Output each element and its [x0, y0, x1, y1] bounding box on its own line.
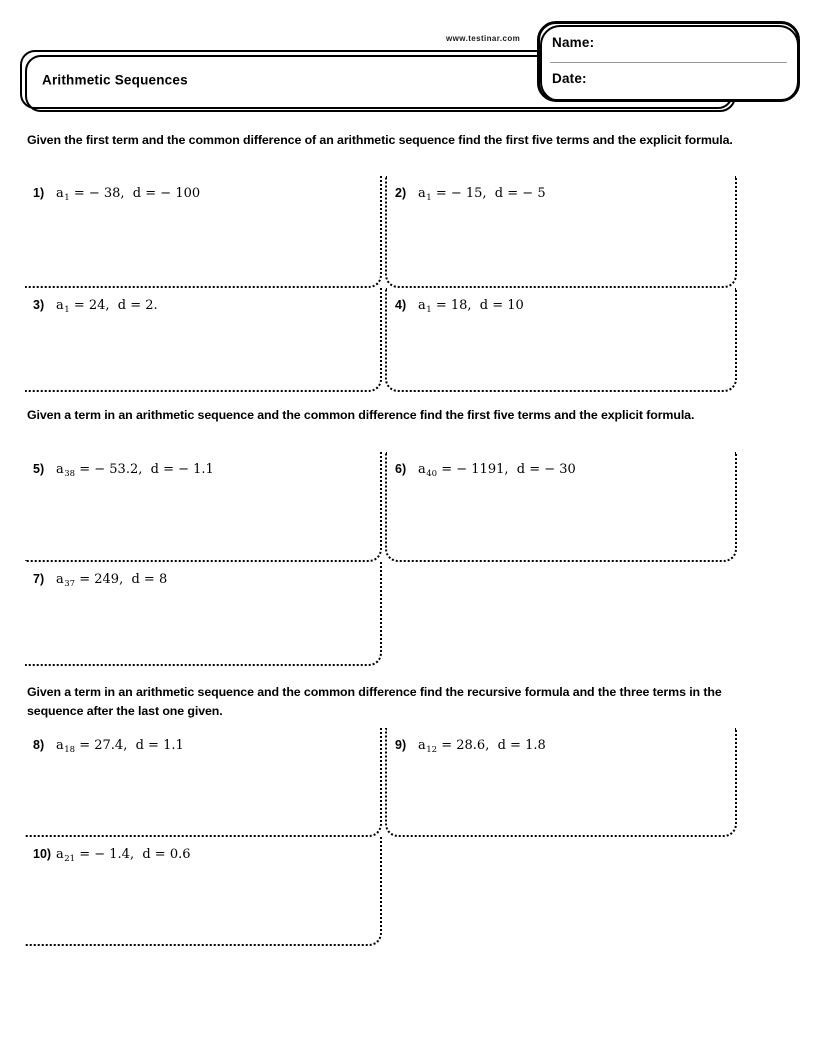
- term-values: = − 1.4, d = 0.6: [75, 847, 191, 862]
- problem-7: [25, 562, 380, 587]
- problem-cell-8: [25, 728, 382, 837]
- problem-2-expression: [418, 186, 546, 201]
- term-subscript: 1: [426, 305, 432, 315]
- problem-4-expression: [418, 298, 524, 313]
- term-subscript: 1: [64, 305, 70, 315]
- problem-cell-7: [25, 562, 382, 666]
- term-values: = 249, d = 8: [75, 572, 168, 587]
- problem-5-number: 5): [33, 462, 45, 476]
- problem-cell-2: [385, 176, 737, 288]
- problem-7-expression: [56, 572, 167, 587]
- problem-cell-5: [25, 452, 382, 562]
- problem-8-number: 8): [33, 738, 45, 752]
- problem-cell-10: [25, 837, 382, 946]
- section-1-instructions: Given the first term and the common difference of an arithmetic sequence find the first five terms and the explicit formula.: [27, 133, 733, 147]
- term-variable: a: [56, 572, 64, 587]
- problem-1-number: 1): [33, 186, 45, 200]
- term-subscript: 1: [426, 193, 432, 203]
- problem-cell-1: [25, 176, 382, 288]
- term-values: = − 53.2, d = − 1.1: [75, 462, 214, 477]
- problem-8: [25, 728, 380, 753]
- page-title: Arithmetic Sequences: [42, 72, 188, 87]
- term-values: = − 1191, d = − 30: [437, 462, 576, 477]
- problem-10-expression: [56, 847, 191, 862]
- problem-cell-6: [385, 452, 737, 562]
- problem-5-expression: [56, 462, 214, 477]
- problem-9: [387, 728, 735, 753]
- term-variable: a: [56, 298, 64, 313]
- term-variable: a: [418, 462, 426, 477]
- website-url: www.testinar.com: [446, 34, 521, 43]
- term-values: = 27.4, d = 1.1: [75, 738, 184, 753]
- problem-cell-3: [25, 288, 382, 392]
- term-subscript: 12: [426, 745, 438, 755]
- term-subscript: 40: [426, 469, 438, 479]
- term-values: = 28.6, d = 1.8: [437, 738, 546, 753]
- problem-1-expression: [56, 186, 200, 201]
- problem-7-number: 7): [33, 572, 45, 586]
- name-fill-line: [550, 62, 787, 63]
- problem-9-expression: [418, 738, 546, 753]
- problem-6: [387, 452, 735, 477]
- problem-9-number: 9): [395, 738, 407, 752]
- problem-3-expression: [56, 298, 158, 313]
- term-subscript: 37: [64, 579, 76, 589]
- problem-2-number: 2): [395, 186, 407, 200]
- problem-5: [25, 452, 380, 477]
- section-3-instructions: Given a term in an arithmetic sequence and the common difference find the recursive formula and the three terms in the sequence after the last one given.: [27, 685, 722, 718]
- problem-cell-4: [385, 288, 737, 392]
- term-subscript: 21: [64, 854, 76, 864]
- term-values: = 24, d = 2.: [69, 298, 158, 313]
- term-subscript: 38: [64, 469, 76, 479]
- term-variable: a: [418, 186, 426, 201]
- problem-10-number: 10): [33, 847, 52, 861]
- term-variable: a: [56, 738, 64, 753]
- problem-6-expression: [418, 462, 576, 477]
- problem-10: [25, 837, 380, 862]
- term-subscript: 1: [64, 193, 70, 203]
- problem-4-number: 4): [395, 298, 407, 312]
- problem-2: [387, 176, 735, 201]
- problem-6-number: 6): [395, 462, 407, 476]
- term-variable: a: [418, 298, 426, 313]
- problem-3-number: 3): [33, 298, 45, 312]
- term-values: = − 38, d = − 100: [69, 186, 201, 201]
- term-values: = 18, d = 10: [431, 298, 524, 313]
- problem-cell-9: [385, 728, 737, 837]
- term-variable: a: [56, 186, 64, 201]
- term-variable: a: [418, 738, 426, 753]
- term-variable: a: [56, 847, 64, 862]
- name-label: Name:: [552, 35, 595, 50]
- problem-8-expression: [56, 738, 184, 753]
- term-values: = − 15, d = − 5: [431, 186, 546, 201]
- date-label: Date:: [552, 71, 587, 86]
- name-date-box: [537, 21, 800, 102]
- section-2-instructions: Given a term in an arithmetic sequence and the common difference find the first five terms and the explicit formula.: [27, 408, 695, 422]
- term-variable: a: [56, 462, 64, 477]
- problem-1: [25, 176, 380, 201]
- term-subscript: 18: [64, 745, 76, 755]
- problem-3: [25, 288, 380, 313]
- problem-4: [387, 288, 735, 313]
